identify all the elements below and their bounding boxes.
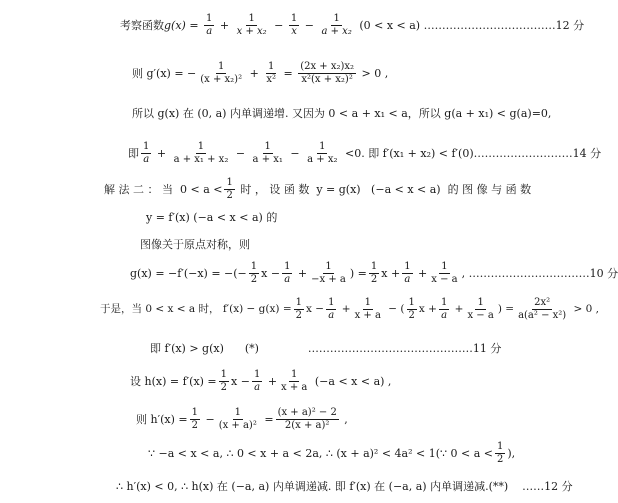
- text: 时 ， 设 函 数 y = g(x) (−a < x < a) 的 图 像 与 函 数: [236, 183, 532, 196]
- fraction: [294, 298, 304, 321]
- math-text: x −: [306, 303, 325, 316]
- numerator: (2x + x₂)x₂: [300, 61, 355, 72]
- denominator: 2: [250, 274, 258, 285]
- line-method-two: [104, 178, 531, 201]
- math-text: − (: [384, 303, 405, 316]
- fraction: [495, 442, 505, 465]
- fraction: [305, 142, 339, 165]
- numerator: 1: [290, 13, 298, 24]
- fraction: [204, 14, 214, 37]
- fraction: [289, 14, 299, 37]
- numerator: 1: [319, 141, 326, 152]
- fraction: [249, 262, 259, 285]
- line-derivative-h: [136, 408, 348, 431]
- text: y = f′(x) (−a < x < a) 的: [146, 211, 278, 224]
- fraction: [219, 370, 229, 393]
- fraction: [465, 298, 495, 321]
- text: ∴ h′(x) < 0, ∴ h(x) 在 (−a, a) 内单调递减. 即 f′(x) 在 (−a, a) 内单调递减.(**) ……12 分: [116, 480, 573, 493]
- fraction: [252, 370, 262, 393]
- math-text: −: [301, 19, 318, 32]
- denominator: 2(x + a)²: [284, 420, 330, 431]
- denominator: x²: [266, 74, 276, 85]
- math-text: g(x) = −f′(−x) = −(−: [130, 267, 247, 280]
- text: 即 f′(x) > g(x) (*) ………………………………………11 分: [150, 342, 502, 355]
- math-text: ) =: [497, 303, 515, 316]
- line-conclusion: [116, 481, 573, 492]
- fraction: [264, 62, 278, 85]
- fraction: [224, 178, 234, 201]
- text: 图像关于原点对称，则: [140, 238, 250, 251]
- math-text: x −: [231, 375, 250, 388]
- numerator: 1: [364, 297, 371, 308]
- numerator: 1: [191, 407, 198, 418]
- text: 解 法 二 ： 当 0 < a <: [104, 183, 223, 196]
- numerator: 1: [220, 369, 228, 380]
- math-text: +: [451, 303, 464, 316]
- numerator: 1: [143, 141, 150, 152]
- denominator: a: [254, 382, 261, 393]
- denominator: a: [284, 274, 291, 285]
- line-inequality-result: [128, 142, 601, 165]
- fraction: [439, 298, 449, 321]
- math-text: 则 h′(x) =: [136, 413, 188, 426]
- denominator: a: [143, 154, 150, 165]
- denominator: 2: [408, 310, 415, 321]
- line-function-fprime: [146, 212, 277, 223]
- denominator: a + x₁ + x₂: [173, 154, 229, 165]
- denominator: a: [206, 26, 213, 37]
- fraction: [407, 298, 417, 321]
- fraction: [319, 14, 353, 37]
- numerator: 1: [370, 261, 378, 272]
- fraction: [429, 262, 459, 285]
- numerator: 2x²: [534, 297, 551, 308]
- fraction: [172, 142, 231, 165]
- math-text: =: [260, 413, 274, 426]
- denominator: x − a: [431, 274, 458, 285]
- numerator: 1: [408, 297, 415, 308]
- fraction: [276, 408, 339, 431]
- fraction: [369, 262, 379, 285]
- math-text: ∵ −a < x < a, ∴ 0 < x + a < 2a, ∴ (x + a)² < 4a² < 1(∵ 0 < a <: [148, 447, 493, 460]
- numerator: (x + a)² − 2: [277, 407, 337, 418]
- math-text: +: [414, 267, 428, 280]
- numerator: 1: [284, 261, 291, 272]
- fraction: [251, 142, 285, 165]
- math-text: +: [246, 67, 263, 80]
- math-text: > 0 ,: [570, 303, 600, 316]
- numerator: 1: [250, 261, 258, 272]
- fraction: [198, 62, 244, 85]
- numerator: 1: [328, 297, 335, 308]
- math-text: −: [232, 147, 249, 160]
- numerator: 1: [206, 13, 213, 24]
- numerator: 1: [333, 13, 340, 24]
- denominator: x + x₂: [236, 26, 267, 37]
- numerator: 1: [291, 369, 298, 380]
- fraction: [217, 408, 259, 431]
- denominator: x − a: [467, 310, 494, 321]
- math-text: ),: [507, 447, 516, 460]
- denominator: x: [291, 26, 297, 37]
- denominator: a + x₂: [307, 154, 338, 165]
- math-text: , ……………………………10 分: [461, 267, 618, 280]
- math-text: 则 g′(x) = −: [132, 67, 197, 80]
- fraction: [282, 262, 292, 285]
- fraction: [190, 408, 200, 431]
- math-text: (0 < x < a) ………………………………12 分: [355, 19, 585, 32]
- math-text: −: [201, 413, 215, 426]
- denominator: x²(x + x₂)²: [301, 74, 353, 85]
- math-text: +: [338, 303, 351, 316]
- math-text: x −: [261, 267, 281, 280]
- math-text: ) =: [349, 267, 367, 280]
- fraction: [353, 298, 383, 321]
- numerator: 1: [440, 297, 448, 308]
- line-star-inequality: [150, 343, 501, 354]
- numerator: 1: [248, 13, 255, 24]
- math-text: +: [153, 147, 170, 160]
- line-g-expression: [130, 262, 618, 285]
- math-text: −: [270, 19, 287, 32]
- math-text: −: [286, 147, 304, 160]
- denominator: −x + a: [311, 274, 346, 285]
- denominator: 2: [295, 310, 303, 321]
- fraction: [326, 298, 336, 321]
- line-origin-symmetry: [140, 239, 250, 250]
- denominator: (x + a)²: [218, 420, 257, 431]
- text: 所以 g(x) 在 (0, a) 内单调递增. 又因为 0 < a + x₁ < a，所以 g(a + x₁) < g(a)=0,: [132, 107, 552, 120]
- denominator: 2: [497, 454, 504, 465]
- numerator: 1: [295, 297, 303, 308]
- math-text: 设 h(x) = f′(x) =: [130, 375, 217, 388]
- numerator: 1: [267, 61, 275, 72]
- text: 即: [128, 147, 139, 160]
- numerator: 1: [234, 407, 241, 418]
- numerator: 1: [226, 177, 233, 188]
- math-text: (−a < x < a) ,: [311, 375, 392, 388]
- numerator: 1: [217, 61, 225, 72]
- numerator: 1: [404, 261, 411, 272]
- line-define-h: [130, 370, 391, 393]
- fraction: [298, 62, 356, 85]
- line-derivative-g: [132, 62, 388, 85]
- fraction: [141, 142, 151, 165]
- numerator: 1: [325, 261, 332, 272]
- fraction: [235, 14, 269, 37]
- line-because-bounds: [148, 442, 515, 465]
- denominator: a(a² − x²): [518, 310, 567, 321]
- math-text: =: [279, 67, 297, 80]
- denominator: 2: [220, 382, 228, 393]
- denominator: a + x₁: [252, 154, 283, 165]
- numerator: 1: [441, 261, 448, 272]
- denominator: a: [328, 310, 335, 321]
- math-text: g(x): [164, 19, 186, 32]
- denominator: x + a: [354, 310, 381, 321]
- numerator: 1: [264, 141, 271, 152]
- numerator: 1: [497, 441, 504, 452]
- math-text: +: [294, 267, 308, 280]
- text: 于是，当 0 < x < a 时， f′(x) − g(x) =: [100, 303, 292, 316]
- text: 考察函数: [120, 19, 164, 32]
- math-text: ,: [340, 413, 348, 426]
- fraction: [402, 262, 412, 285]
- line-consider-function: [120, 14, 584, 37]
- numerator: 1: [197, 141, 205, 152]
- math-text: +: [216, 19, 233, 32]
- fraction: [516, 298, 568, 321]
- denominator: a: [404, 274, 411, 285]
- math-text: +: [264, 375, 278, 388]
- denominator: (x + x₂)²: [200, 74, 243, 85]
- numerator: 1: [253, 369, 261, 380]
- denominator: 2: [191, 420, 198, 431]
- numerator: 1: [477, 297, 484, 308]
- line-difference: [100, 298, 599, 321]
- denominator: x + a: [281, 382, 308, 393]
- denominator: a: [441, 310, 448, 321]
- fraction: [309, 262, 348, 285]
- math-text: x +: [381, 267, 401, 280]
- fraction: [279, 370, 309, 393]
- denominator: a + x₂: [321, 26, 352, 37]
- math-text: x +: [418, 303, 437, 316]
- math-text: <0. 即 f′(x₁ + x₂) < f′(0)………………………14 分: [341, 147, 602, 160]
- denominator: 2: [370, 274, 378, 285]
- math-text: =: [185, 19, 203, 32]
- denominator: 2: [226, 190, 233, 201]
- math-text: > 0 ,: [358, 67, 389, 80]
- line-monotonic-increase: [132, 108, 551, 119]
